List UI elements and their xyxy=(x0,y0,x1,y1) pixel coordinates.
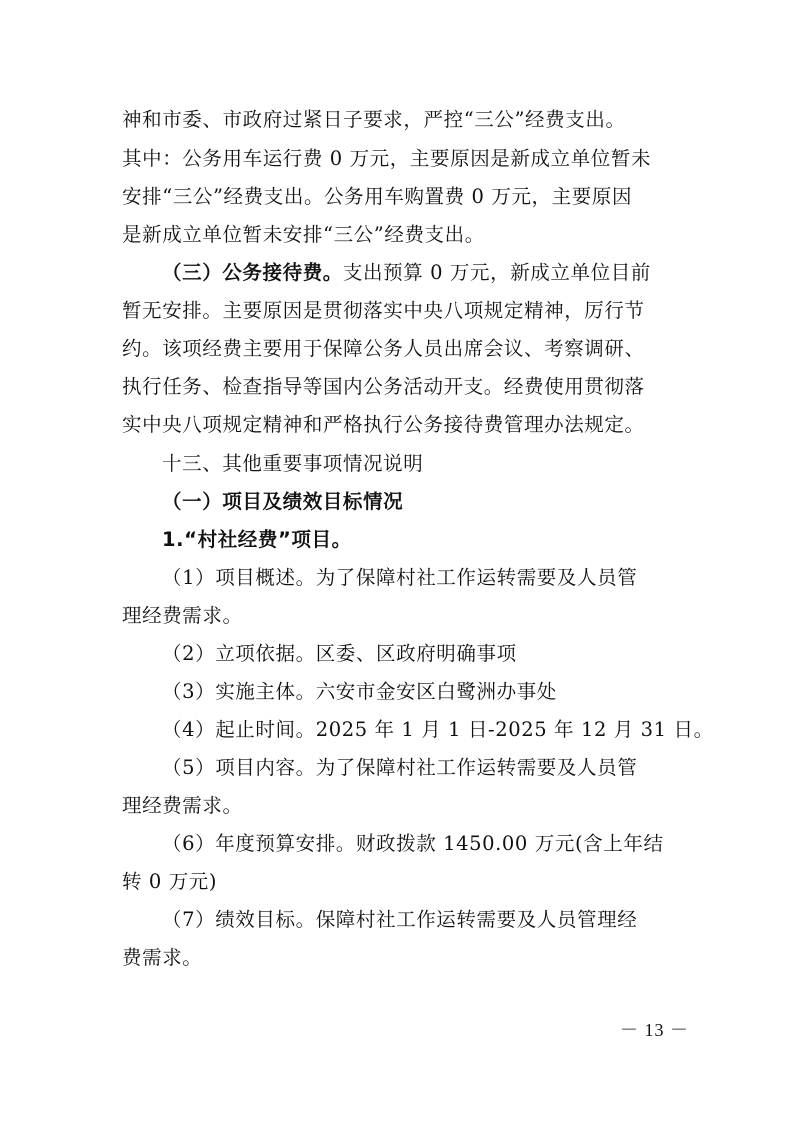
text-line: （7）绩效目标。保障村社工作运转需要及人员管理经 xyxy=(162,908,638,931)
subsection-heading: （一）项目及绩效目标情况 xyxy=(162,490,404,513)
text-line: 暂无安排。主要原因是贯彻落实中央八项规定精神，厉行节 xyxy=(122,299,645,322)
reception-fee-label: （三）公务接待费。 xyxy=(162,261,343,284)
text-line: （1）项目概述。为了保障村社工作运转需要及人员管 xyxy=(162,566,638,589)
text-line: 其中：公务用车运行费 0 万元，主要原因是新成立单位暂未 xyxy=(122,147,652,170)
section-heading: 十三、其他重要事项情况说明 xyxy=(162,452,424,475)
text-line: （6）年度预算安排。财政拨款 1450.00 万元(含上年结 xyxy=(162,832,664,855)
text-line: 神和市委、市政府过紧日子要求，严控“三公”经费支出。 xyxy=(122,108,626,131)
text-line: 实中央八项规定精神和严格执行公务接待费管理办法规定。 xyxy=(122,413,645,436)
text-line: （4）起止时间。2025 年 1 月 1 日-2025 年 12 月 31 日。 xyxy=(162,718,714,741)
text-line: 费需求。 xyxy=(122,946,203,969)
text-line: 支出预算 0 万元，新成立单位目前 xyxy=(342,261,651,284)
text-line: （2）立项依据。区委、区政府明确事项 xyxy=(162,642,517,665)
text-line: 安排“三公”经费支出。公务用车购置费 0 万元，主要原因 xyxy=(122,185,633,208)
item-heading: 1.“村社经费”项目。 xyxy=(162,528,352,551)
text-line: （3）实施主体。六安市金安区白鹭洲办事处 xyxy=(162,680,557,703)
text-line: 理经费需求。 xyxy=(122,794,243,817)
text-line: 转 0 万元) xyxy=(122,870,218,893)
reception-fee-paragraph xyxy=(162,260,674,286)
text-line: 执行任务、检查指导等国内公务活动开支。经费使用贯彻落 xyxy=(122,375,645,398)
text-line: 理经费需求。 xyxy=(122,604,243,627)
text-line: （5）项目内容。为了保障村社工作运转需要及人员管 xyxy=(162,756,638,779)
text-line: 约。该项经费主要用于保障公务人员出席会议、考察调研、 xyxy=(122,337,645,360)
text-line: 是新成立单位暂未安排“三公”经费支出。 xyxy=(122,223,485,246)
page-number: － 13 － xyxy=(620,1020,689,1040)
